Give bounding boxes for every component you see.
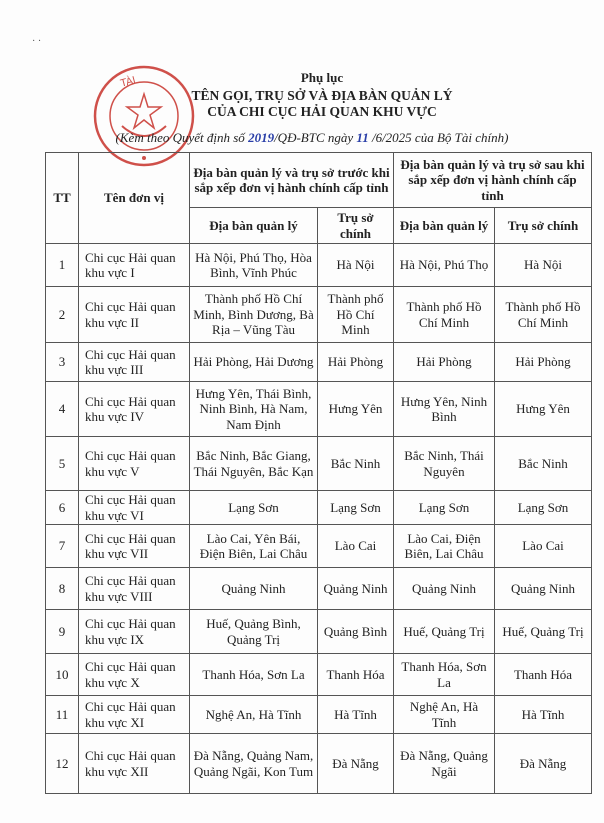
cell-name: Chi cục Hải quan khu vực XII	[79, 734, 190, 794]
cell-hq-after: Hà Nội	[495, 244, 592, 287]
cell-hq-before: Hải Phòng	[318, 343, 394, 382]
cell-hq-after: Hà Tĩnh	[495, 696, 592, 734]
cell-hq-before: Hà Nội	[318, 244, 394, 287]
subtitle-suffix: /6/2025 của Bộ Tài chính)	[368, 130, 509, 145]
cell-hq-after: Lạng Sơn	[495, 491, 592, 525]
cell-area-after: Thành phố Hồ Chí Minh	[394, 287, 495, 343]
cell-area-before: Lào Cai, Yên Bái, Điện Biên, Lai Châu	[190, 525, 318, 568]
cell-tt: 3	[46, 343, 79, 382]
cell-area-after: Bắc Ninh, Thái Nguyên	[394, 437, 495, 491]
cell-name: Chi cục Hải quan khu vực VI	[79, 491, 190, 525]
cell-hq-before: Đà Nẵng	[318, 734, 394, 794]
cell-hq-before: Thành phố Hồ Chí Minh	[318, 287, 394, 343]
cell-hq-before: Hưng Yên	[318, 382, 394, 437]
cell-area-before: Nghệ An, Hà Tĩnh	[190, 696, 318, 734]
cell-area-after: Hải Phòng	[394, 343, 495, 382]
cell-tt: 9	[46, 610, 79, 654]
table-row	[46, 382, 592, 437]
cell-area-before: Hưng Yên, Thái Bình, Ninh Bình, Hà Nam, Nam Định	[190, 382, 318, 437]
cell-area-before: Hà Nội, Phú Thọ, Hòa Bình, Vĩnh Phúc	[190, 244, 318, 287]
cell-hq-before: Quảng Ninh	[318, 568, 394, 610]
cell-area-after: Huế, Quảng Trị	[394, 610, 495, 654]
table-row	[46, 525, 592, 568]
cell-hq-after: Hải Phòng	[495, 343, 592, 382]
document-subtitle	[10, 130, 604, 146]
svg-text:TÀI: TÀI	[119, 75, 138, 90]
cell-area-before: Hải Phòng, Hải Dương	[190, 343, 318, 382]
cell-area-after: Hà Nội, Phú Thọ	[394, 244, 495, 287]
document-title-line1: TÊN GỌI, TRỤ SỞ VÀ ĐỊA BÀN QUẢN LÝ	[191, 88, 453, 103]
cell-tt: 6	[46, 491, 79, 525]
header-after: Địa bàn quản lý và trụ sở sau khi sắp xếp đơn vị hành chính cấp tỉnh	[394, 153, 592, 208]
subtitle-prefix: (Kèm theo Quyết định số	[115, 130, 249, 145]
cell-hq-after: Quảng Ninh	[495, 568, 592, 610]
cell-area-after: Quảng Ninh	[394, 568, 495, 610]
cell-area-before: Huế, Quảng Bình, Quảng Trị	[190, 610, 318, 654]
cell-tt: 12	[46, 734, 79, 794]
cell-name: Chi cục Hải quan khu vực IV	[79, 382, 190, 437]
header-area-after: Địa bàn quản lý	[394, 208, 495, 244]
cell-area-after: Thanh Hóa, Sơn La	[394, 654, 495, 696]
table-row	[46, 696, 592, 734]
cell-tt: 5	[46, 437, 79, 491]
cell-name: Chi cục Hải quan khu vực VII	[79, 525, 190, 568]
cell-tt: 8	[46, 568, 79, 610]
cell-hq-before: Bắc Ninh	[318, 437, 394, 491]
cell-area-after: Đà Nẵng, Quảng Ngãi	[394, 734, 495, 794]
header-before: Địa bàn quản lý và trụ sở trước khi sắp xếp đơn vị hành chính cấp tỉnh	[190, 153, 394, 208]
table-row	[46, 491, 592, 525]
header-unit-name: Tên đơn vị	[79, 153, 190, 244]
header-area-before: Địa bàn quản lý	[190, 208, 318, 244]
scan-marks: · ·	[32, 36, 42, 47]
header-hq-before: Trụ sở chính	[318, 208, 394, 244]
cell-name: Chi cục Hải quan khu vực V	[79, 437, 190, 491]
cell-hq-after: Thành phố Hồ Chí Minh	[495, 287, 592, 343]
cell-name: Chi cục Hải quan khu vực VIII	[79, 568, 190, 610]
appendix-label: Phụ lục	[300, 70, 344, 85]
cell-name: Chi cục Hải quan khu vực XI	[79, 696, 190, 734]
cell-tt: 1	[46, 244, 79, 287]
cell-area-before: Thanh Hóa, Sơn La	[190, 654, 318, 696]
cell-area-after: Lào Cai, Điện Biên, Lai Châu	[394, 525, 495, 568]
cell-tt: 11	[46, 696, 79, 734]
cell-tt: 4	[46, 382, 79, 437]
decision-number: 2019	[248, 130, 275, 145]
cell-name: Chi cục Hải quan khu vực X	[79, 654, 190, 696]
subtitle-mid: /QĐ-BTC ngày	[274, 130, 357, 145]
cell-tt: 10	[46, 654, 79, 696]
customs-branches-table	[45, 152, 592, 794]
cell-area-after: Nghệ An, Hà Tĩnh	[394, 696, 495, 734]
cell-name: Chi cục Hải quan khu vực II	[79, 287, 190, 343]
cell-name: Chi cục Hải quan khu vực IX	[79, 610, 190, 654]
cell-hq-before: Lào Cai	[318, 525, 394, 568]
table-row	[46, 610, 592, 654]
cell-hq-after: Hưng Yên	[495, 382, 592, 437]
cell-hq-before: Thanh Hóa	[318, 654, 394, 696]
cell-area-before: Thành phố Hồ Chí Minh, Bình Dương, Bà Rịa – Vũng Tàu	[190, 287, 318, 343]
table-row	[46, 734, 592, 794]
cell-area-before: Lạng Sơn	[190, 491, 318, 525]
document-title-line2: CỦA CHI CỤC HẢI QUAN KHU VỰC	[207, 104, 437, 119]
table-row	[46, 568, 592, 610]
table-row	[46, 287, 592, 343]
cell-hq-after: Lào Cai	[495, 525, 592, 568]
cell-hq-after: Bắc Ninh	[495, 437, 592, 491]
table-row	[46, 654, 592, 696]
table-row	[46, 437, 592, 491]
cell-area-before: Đà Nẵng, Quảng Nam, Quảng Ngãi, Kon Tum	[190, 734, 318, 794]
cell-name: Chi cục Hải quan khu vực I	[79, 244, 190, 287]
header-tt: TT	[46, 153, 79, 244]
cell-hq-after: Huế, Quảng Trị	[495, 610, 592, 654]
table-row	[46, 343, 592, 382]
cell-hq-after: Thanh Hóa	[495, 654, 592, 696]
cell-area-before: Quảng Ninh	[190, 568, 318, 610]
cell-hq-before: Hà Tĩnh	[318, 696, 394, 734]
cell-name: Chi cục Hải quan khu vực III	[79, 343, 190, 382]
header-hq-after: Trụ sở chính	[495, 208, 592, 244]
table-row	[46, 244, 592, 287]
cell-hq-after: Đà Nẵng	[495, 734, 592, 794]
cell-area-after: Hưng Yên, Ninh Bình	[394, 382, 495, 437]
decision-day: 11	[356, 130, 369, 145]
cell-tt: 7	[46, 525, 79, 568]
cell-hq-before: Quảng Bình	[318, 610, 394, 654]
cell-tt: 2	[46, 287, 79, 343]
cell-area-before: Bắc Ninh, Bắc Giang, Thái Nguyên, Bắc Kạn	[190, 437, 318, 491]
cell-area-after: Lạng Sơn	[394, 491, 495, 525]
cell-hq-before: Lạng Sơn	[318, 491, 394, 525]
